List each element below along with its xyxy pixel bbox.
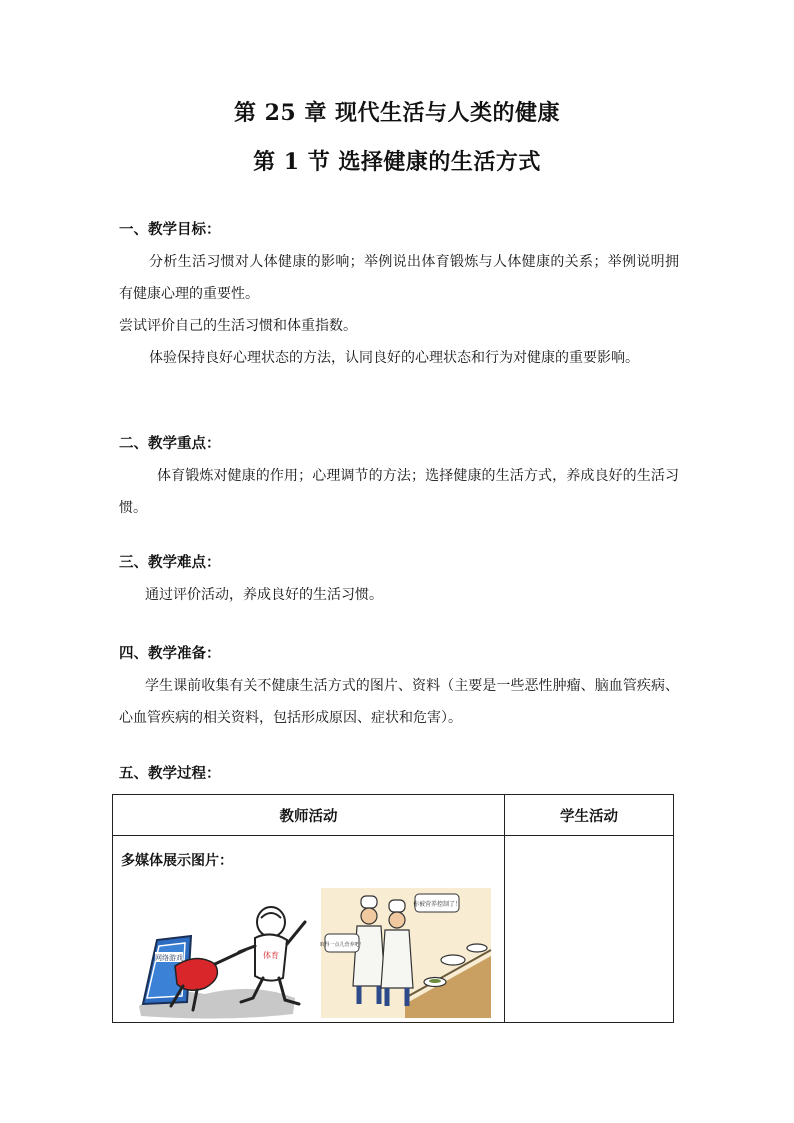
goals-paragraph-2: 尝试评价自己的生活习惯和体重指数。: [119, 318, 357, 334]
chapter-title: 第 25 章 现代生活与人类的健康: [233, 100, 561, 126]
student-activity-header: 学生活动: [505, 795, 674, 836]
goals-section: [119, 220, 679, 374]
speech-bubble-left: 咱得一点儿营养吧！: [319, 942, 365, 948]
game-addiction-cartoon: [139, 907, 305, 1019]
key-points-section: [119, 434, 679, 524]
goals-paragraph-1: 分析生活习惯对人体健康的影响；举例说出体育锻炼与人体健康的关系；举例说明拥有健康心理的重要性。: [119, 254, 679, 302]
preparation-heading: 四、教学准备：: [119, 646, 221, 662]
difficulties-section: [119, 553, 679, 611]
preparation-section: [119, 644, 679, 734]
speech-bubble-right: 你被营养控制了！: [412, 901, 462, 908]
student-activity-cell: [505, 836, 674, 1023]
teacher-activity-cell: [113, 836, 505, 1023]
goals-heading: 一、教学目标：: [119, 222, 221, 238]
lifestyle-illustrations: [135, 886, 495, 1026]
difficulties-heading: 三、教学难点：: [119, 555, 221, 571]
table-row: [113, 836, 674, 1023]
cartoon-images: [135, 886, 495, 1022]
difficulties-paragraph: 通过评价活动，养成良好的生活习惯。: [145, 587, 383, 603]
process-heading: 五、教学过程：: [119, 766, 221, 782]
key-points-heading: 二、教学重点：: [119, 436, 221, 452]
process-table: [112, 794, 674, 1023]
table-header-row: [113, 795, 674, 836]
sport-shirt-label: 体育: [263, 951, 279, 960]
teacher-activity-header: 教师活动: [113, 795, 505, 836]
key-points-paragraph: 体育锻炼对健康的作用；心理调节的方法；选择健康的生活方式，养成良好的生活习惯。: [119, 468, 679, 516]
process-section: [119, 764, 679, 784]
multimedia-label: 多媒体展示图片：: [121, 853, 233, 869]
game-box-label: 网络游戏: [155, 954, 183, 962]
nutrition-cartoon: [319, 888, 491, 1018]
goals-paragraph-3: 体验保持良好心理状态的方法，认同良好的心理状态和行为对健康的重要影响。: [149, 350, 639, 366]
preparation-paragraph: 学生课前收集有关不健康生活方式的图片、资料（主要是一些恶性肿瘤、脑血管疾病、心血管疾病的相关资料，包括形成原因、症状和危害）。: [119, 678, 679, 726]
section-title: 第 1 节 选择健康的生活方式: [253, 149, 541, 175]
